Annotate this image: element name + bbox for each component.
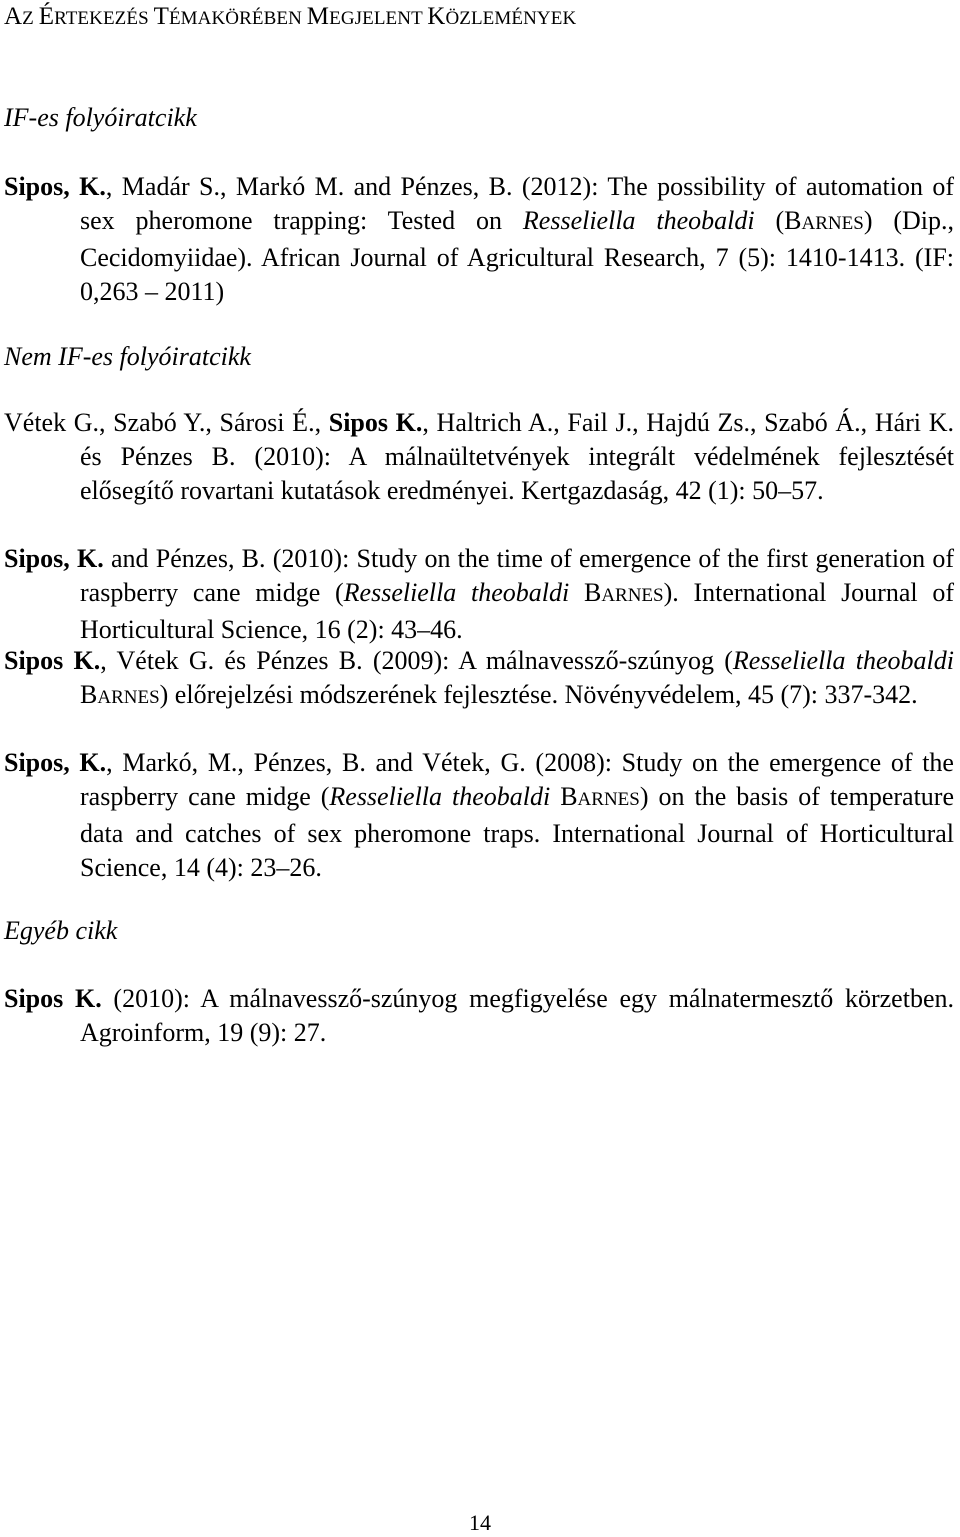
entry-text: ) előrejelzési módszerének fejlesztése. Növényvédelem, 45 (7): 337-342. — [159, 680, 918, 709]
author-highlight: Sipos, K. — [4, 544, 104, 573]
entry-text: ) on the basis of temperature data and catches of sex pheromone traps. International Journal of Horticultural Science, 14 (4): 23–26. — [80, 782, 954, 882]
publication-entry — [4, 406, 954, 508]
heading-part: ÉMAKÖRÉBEN — [168, 8, 307, 29]
entry-text: ARNES — [601, 585, 664, 606]
publication-entry — [4, 982, 954, 1050]
entry-text: ) (Dip., Cecidomyiidae). African Journal of Agricultural Research, 7 (5): 1410-1413. (IF: 0,263 – 2011) — [80, 206, 955, 306]
publication-entry — [4, 746, 954, 885]
section-title-non-if: Nem IF-es folyóiratcikk — [4, 342, 251, 371]
entry-text: , Madár S., Markó M. and Pénzes, B. (2012): The possibility of automation of sex pheromone trapping: Tested on — [80, 172, 954, 235]
entry-text: (2010): A málnavessző-szúnyog megfigyelése egy málnatermesztő körzetben. Agroinform, 19 (9): 27. — [80, 984, 954, 1047]
entry-text: , Markó, M., Pénzes, B. and Vétek, G. (2008): Study on the emergence of the raspberry cane midge ( — [80, 748, 954, 811]
author-highlight: Sipos, K. — [4, 172, 106, 201]
entry-text: (B — [754, 206, 802, 235]
author-highlight: Sipos K. — [4, 646, 101, 675]
author-highlight: Sipos, K. — [4, 748, 107, 777]
species-name: Resseliella theobaldi — [732, 646, 954, 675]
heading-part: T — [153, 3, 169, 30]
page-number: 14 — [469, 1510, 491, 1535]
heading-part: K — [427, 3, 446, 30]
section-title-if: IF-es folyóiratcikk — [4, 103, 197, 132]
author-highlight: Sipos K. — [328, 408, 423, 437]
species-name: Resseliella theobaldi — [343, 578, 570, 607]
entry-text: and Pénzes, B. (2010): Study on the time of emergence of the first generation of raspberry cane midge ( — [80, 544, 954, 607]
entry-text: ARNES — [577, 789, 640, 810]
heading-part: RTEKEZÉS — [54, 8, 154, 29]
species-name: Resseliella theobaldi — [329, 782, 551, 811]
entry-text: , Haltrich A., Fail J., Hajdú Zs., Szabó Á., Hári K. és Pénzes B. (2010): A málnaültetvények integrált védelmének fejlesztését elősegítő rovartani kutatások eredményei. Kertgazdaság, 42 (1): 50–57. — [80, 408, 954, 505]
entry-text: ARNES — [97, 687, 160, 708]
entry-text: B — [550, 782, 578, 811]
publication-entry — [4, 644, 954, 715]
entry-text: B — [80, 680, 98, 709]
entry-text: Vétek G., Szabó Y., Sárosi É., — [4, 408, 329, 437]
entry-text: , Vétek G. és Pénzes B. (2009): A málnavessző-szúnyog ( — [100, 646, 733, 675]
species-name: Resseliella theobaldi — [522, 206, 755, 235]
heading-part: EGJELENT — [329, 8, 428, 29]
entry-text: B — [569, 578, 602, 607]
heading-part: ÖZLEMÉNYEK — [445, 8, 577, 29]
publication-entry — [4, 170, 954, 309]
heading-part: M — [306, 3, 330, 30]
entry-text: ARNES — [801, 213, 864, 234]
heading-part: A — [4, 3, 23, 30]
page-heading — [4, 2, 954, 34]
heading-part: É — [38, 3, 55, 30]
section-title-other: Egyéb cikk — [4, 916, 118, 945]
publication-entry — [4, 542, 954, 647]
heading-part: Z — [22, 8, 39, 29]
entry-text: ). International Journal of Horticultural Science, 16 (2): 43–46. — [80, 578, 954, 644]
author-highlight: Sipos K. — [4, 984, 102, 1013]
